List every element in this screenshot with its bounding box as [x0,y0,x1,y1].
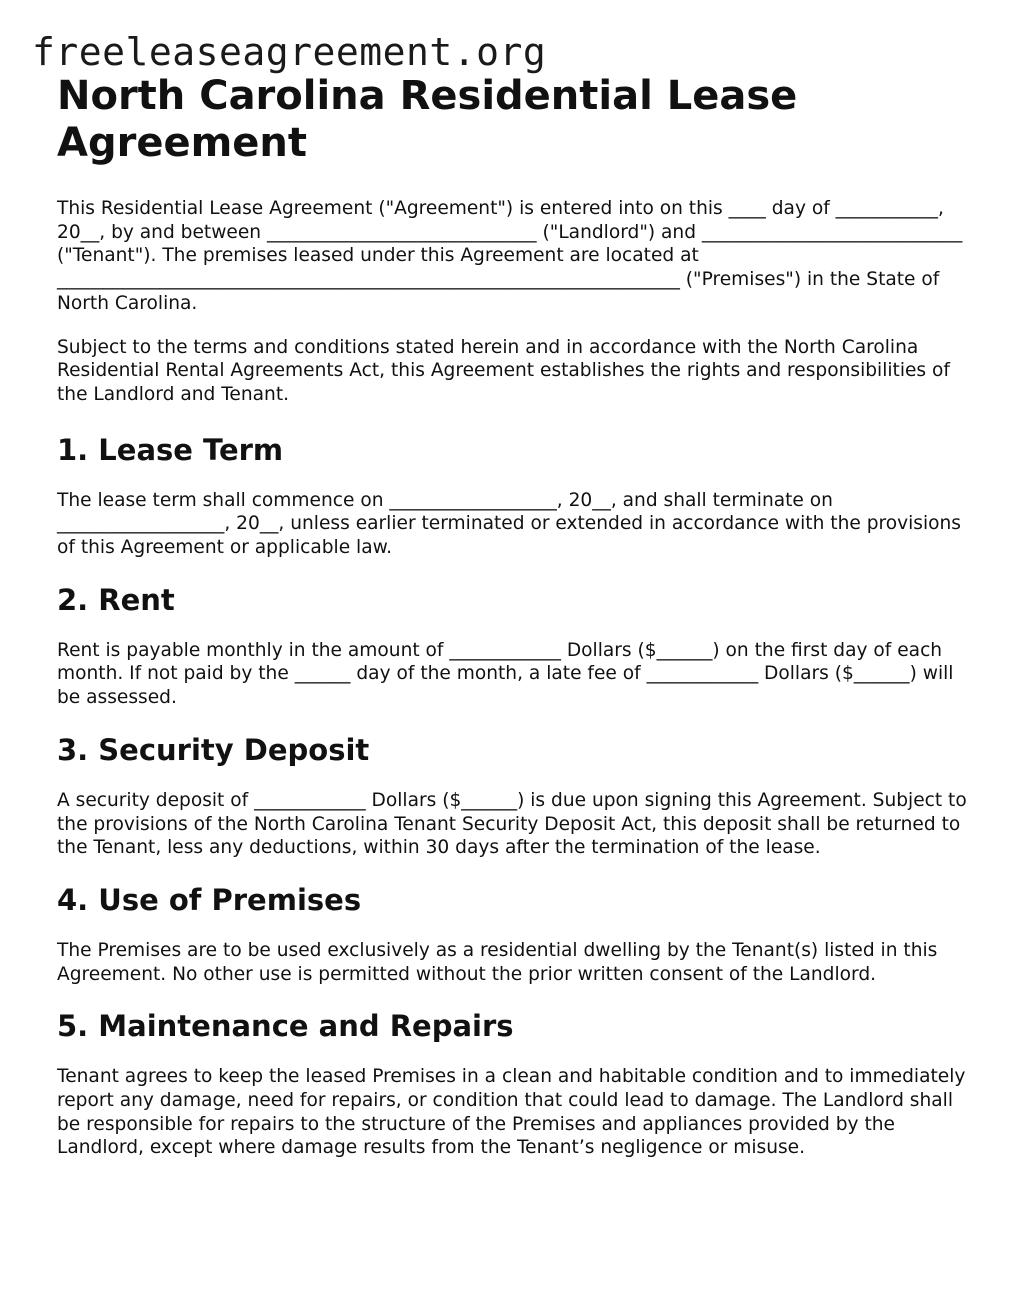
section-heading-rent: 2. Rent [57,582,175,617]
section-body-security-deposit: A security deposit of ____________ Dollars ($______) is due upon signing this Agreement. Subject to the provisions of the North Carolina Tenant Security Deposit Act, this deposit shall be returned to the Tenant, less any deductions, within 30 days after the termination of the lease. [57,789,967,859]
section-heading-lease-term: 1. Lease Term [57,432,284,467]
lease-document [57,73,967,1160]
section-body-lease-term: The lease term shall commence on __________________, 20__, and shall terminate on __________________, 20__, unless earlier terminated or extended in accordance with the provisions of this Agreement or applicable law. [57,489,961,559]
section-heading-security-deposit: 3. Security Deposit [57,732,370,767]
section-heading-use-of-premises: 4. Use of Premises [57,882,362,917]
section-heading-maintenance: 5. Maintenance and Repairs [57,1009,514,1044]
site-watermark: freeleaseagreement.org [32,30,547,74]
section-body-rent: Rent is payable monthly in the amount of ____________ Dollars ($______) on the first day of each month. If not paid by the ______ day of the month, a late fee of ____________ Dollars ($______) will be assessed. [57,639,954,709]
subject-paragraph: Subject to the terms and conditions stated herein and in accordance with the North Carolina Residential Rental Agreements Act, this Agreement establishes the rights and responsibilities of the Landlord and Tenant. [57,336,950,405]
intro-paragraph: This Residential Lease Agreement ("Agreement") is entered into on this ____ day of ___________, 20__, by and between _____________________________ ("Landlord") and ____________________________ ("Tenant"). The premises leased under this Agreement are located at ___________________________________________________________________ ("Premises") in the State of North Carolina. [57,198,963,314]
document-title: North Carolina Residential Lease Agreement [57,73,798,166]
section-body-use-of-premises: The Premises are to be used exclusively as a residential dwelling by the Tenant(s) listed in this Agreement. No other use is permitted without the prior written consent of the Landlord. [57,939,938,985]
section-body-maintenance: Tenant agrees to keep the leased Premises in a clean and habitable condition and to immediately report any damage, need for repairs, or condition that could lead to damage. The Landlord shall be responsible for repairs to the structure of the Premises and appliances provided by the Landlord, except where damage results from the Tenant’s negligence or misuse. [57,1066,966,1159]
